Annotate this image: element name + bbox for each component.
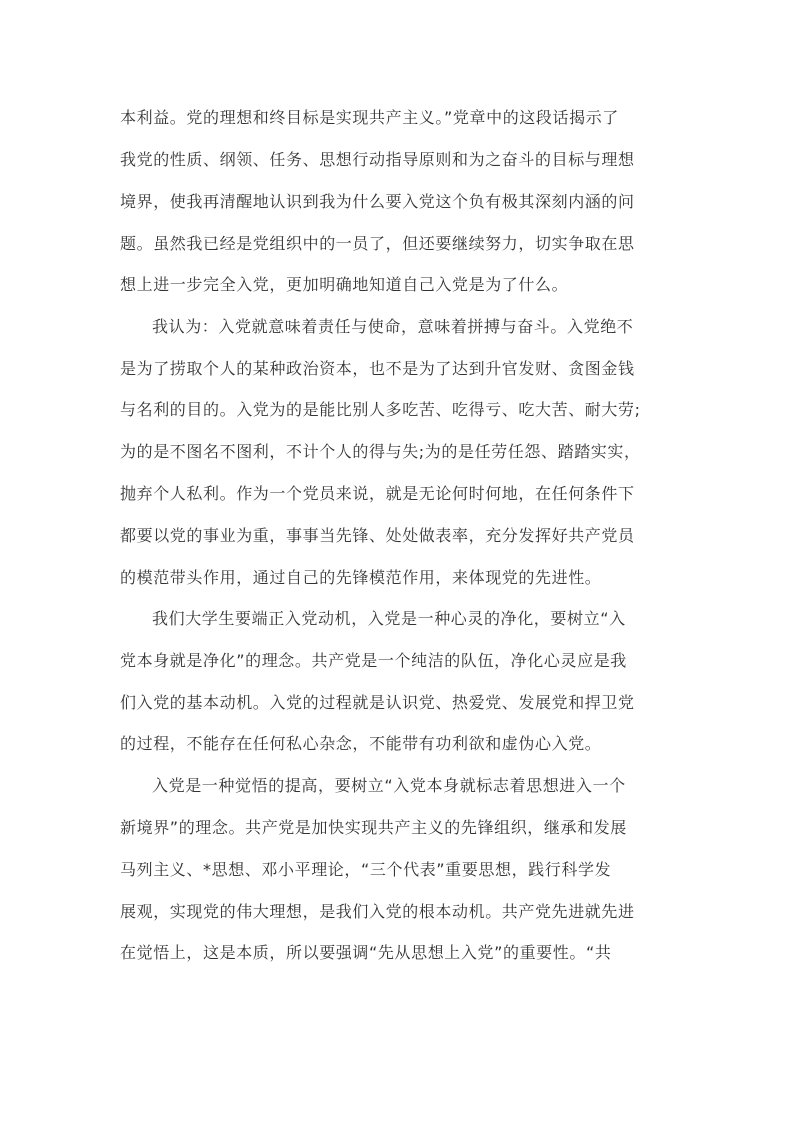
paragraph-line: 想上进一步完全入党，更加明确地知道自己入党是为了什么。 (120, 275, 569, 294)
paragraph-line: 都要以党的事业为重，事事当先锋、处处做表率，充分发挥好共产党员 (120, 526, 635, 545)
paragraph-line: 境界，使我再清醒地认识到我为什么要入党这个负有极其深刻内涵的问 (120, 192, 635, 211)
paragraph-line: 在觉悟上，这是本质，所以要强调“先从思想上入党”的重要性。“共 (120, 943, 612, 962)
paragraph-line: 题。虽然我已经是党组织中的一员了，但还要继续努力，切实争取在思 (120, 234, 635, 253)
paragraph-line: 党本身就是净化”的理念。共产党是一个纯洁的队伍，净化心灵应是我 (120, 651, 627, 670)
paragraph-line: 们入党的基本动机。入党的过程就是认识党、热爱党、发展党和捍卫党 (120, 693, 635, 712)
paragraph-line: 我党的性质、纲领、任务、思想行动指导原则和为之奋斗的目标与理想 (120, 150, 635, 169)
paragraph-line: 本利益。党的理想和终目标是实现共产主义。”党章中的这段话揭示了 (120, 108, 619, 127)
paragraph-line: 的过程，不能存在任何私心杂念，不能带有功利欲和虚伪心入党。 (120, 734, 602, 753)
paragraph-line: 我认为：入党就意味着责任与使命，意味着拼搏与奋斗。入党绝不 (152, 317, 634, 336)
paragraph-line: 是为了捞取个人的某种政治资本，也不是为了达到升官发财、贪图金钱 (120, 359, 635, 378)
paragraph-line: 马列主义、*思想、邓小平理论，“三个代表”重要思想，践行科学发 (120, 860, 612, 879)
paragraph-line: 我们大学生要端正入党动机，入党是一种心灵的净化，要树立“入 (152, 609, 626, 628)
paragraph-line: 抛弃个人私利。作为一个党员来说，就是无论何时何地，在任何条件下 (120, 484, 635, 503)
paragraph-line: 入党是一种觉悟的提高，要树立“入党本身就标志着思想进入一个 (152, 776, 626, 795)
paragraph-line: 为的是不图名不图利，不计个人的得与失;为的是任劳任怨、踏踏实实， (120, 442, 641, 461)
paragraph-line: 新境界”的理念。共产党是加快实现共产主义的先锋组织，继承和发展 (120, 818, 627, 837)
paragraph-line: 的模范带头作用，通过自己的先锋模范作用，来体现党的先进性。 (120, 568, 602, 587)
paragraph-line: 展观，实现党的伟大理想，是我们入党的根本动机。共产党先进就先进 (120, 902, 635, 921)
paragraph-line: 与名利的目的。入党为的是能比别人多吃苦、吃得亏、吃大苦、耐大劳; (120, 400, 641, 419)
